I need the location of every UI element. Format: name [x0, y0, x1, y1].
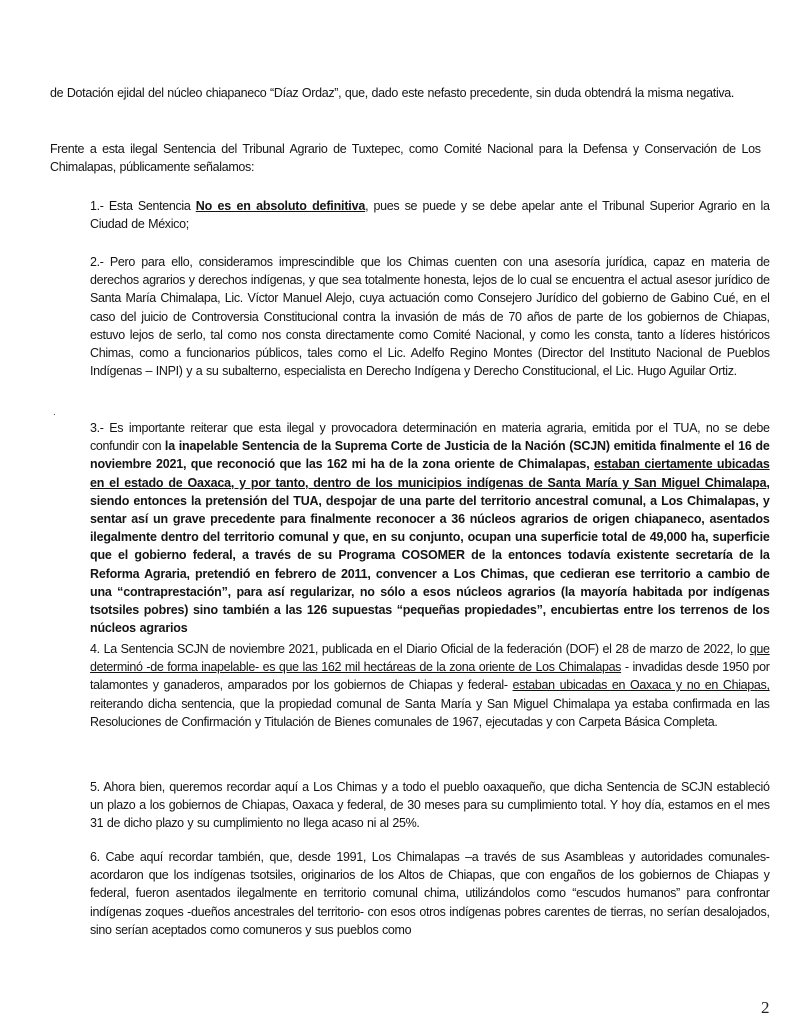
intro-paragraph-2: Frente a esta ilegal Sentencia del Tribunal Agrario de Tuxtepec, como Comité Nacional para la Defensa y Conservación de Los Chimalapas, públicamente señalamos: [50, 141, 761, 175]
point-1-emphasis: No es en absoluto definitiva [195, 198, 366, 213]
point-1-text-a: 1.- Esta Sentencia [90, 198, 196, 213]
point-3 [90, 419, 770, 637]
point-4-text-c: reiterando dicha sentencia, que la propiedad comunal de Santa María y San Miguel Chimalapa ya estaba confirmada en las Resoluciones de Confirmación y Titulación de Bienes comunales de 1967, ejecutadas y con Carpeta Básica Completa. [90, 695, 770, 729]
point-1 [90, 197, 770, 233]
point-4-text-a: 4. La Sentencia SCJN de noviembre 2021, publicada en el Diario Oficial de la federación (DOF) el 28 de marzo de 2022, lo [90, 641, 750, 656]
page-number: 2 [761, 998, 770, 1017]
intro-paragraph-1: de Dotación ejidal del núcleo chiapaneco “Díaz Ordaz”, que, dado este nefasto precedente, sin duda obtendrá la misma negativa. [50, 85, 735, 100]
point-1-text-c: , pues se puede y se debe apelar ante el Tribunal Superior Agrario en la Ciudad de México; [90, 198, 770, 232]
point-4 [90, 640, 770, 731]
point-4-underlined-2: estaban ubicadas en Oaxaca y no en Chiapas, [512, 677, 770, 693]
point-3-bold-a: la inapelable Sentencia de la Suprema Corte de Justicia de la Nación (SCJN) emitida finalmente el 16 de noviembre 2021, que reconoció que las 162 mi ha de la zona oriente de Chimalapas, [90, 438, 770, 472]
point-3-bold-c: , siendo entonces la pretensión del TUA, despojar de una parte del territorio ancestral comunal, a Los Chimalapas, y sentar así un grave precedente para finalmente reconocer a 36 núcleos agrarios de origen chiapaneco, asentados ilegalmente dentro del territorio comunal y que, en su conjunto, ocupan una superficie total de 49,000 ha, superficie que el gobierno federal, a través de su Programa COSOMER de la entonces todavía existente secretaría de la Reforma Agraria, pretendió en febrero de 2011, convencer a Los Chimas, que cedieran ese territorio a cambio de una “contraprestación”, para así regularizar, no sólo a esos núcleos agrarios (la mayoría habitada por indígenas tsotsiles pobres) sino también a las 126 supuestas “pequeñas propiedades”, encubiertas entre los terrenos de los núcleos agrarios [90, 474, 770, 636]
point-4-underlined-1: que determinó -de forma inapelable- es que las 162 mil hectáreas de la zona oriente de Los Chimalapas [90, 641, 770, 675]
point-2: 2.- Pero para ello, consideramos imprescindible que los Chimas cuenten con una asesoría jurídica, capaz en materia de derechos agrarios y derechos indígenas, y que sea totalmente honesta, lejos de lo cual se encuentra el actual asesor jurídico de Santa María Chimalapa, Lic. Víctor Manuel Alejo, cuya actuación como Consejero Jurídico del gobierno de Gabino Cué, en el caso del juicio de Controversia Constitucional contra la invasión de más de 70 años de parte de los gobiernos de Chiapas, estuvo lejos de serlo, tal como nos consta directamente como Comité Nacional, y como les consta, tanto a líderes históricos Chimas, como a funcionarios públicos, tales como el Lic. Adelfo Regino Montes (Director del Instituto Nacional de Pueblos Indígenas – INPI) y a su subalterno, especialista en Derecho Indígena y Derecho Constitucional, el Lic. Hugo Aguilar Ortiz. [90, 254, 770, 379]
point-3-bold-underlined: estaban ciertamente ubicadas en el estado de Oaxaca, y por tanto, dentro de los municipios indígenas de Santa María y San Miguel Chimalapa [90, 456, 770, 490]
point-4-text-b: - invadidas desde 1950 por talamontes y ganaderos, amparados por los gobiernos de Chiapas y federal- [90, 659, 770, 693]
point-6: 6. Cabe aquí recordar también, que, desde 1991, Los Chimalapas –a través de sus Asambleas y autoridades comunales- acordaron que los indígenas tsotsiles, originarios de los Altos de Chiapas, que con engaños de los gobiernos de Chiapas y federal, fueron asentados ilegalmente en territorio comunal chima, utilizándolos como “escudos humanos” para confrontar indígenas zoques -dueños ancestrales del territorio- con esos otros indígenas pobres carentes de tierras, no serían desalojados, sino serían aceptados como comuneros y sus pueblos como [90, 849, 770, 937]
stray-mark: . [53, 407, 56, 418]
point-3-text-a: 3.- Es importante reiterar que esta ilegal y provocadora determinación en materia agraria, emitida por el TUA, no se debe confundir con [90, 420, 770, 454]
point-5: 5. Ahora bien, queremos recordar aquí a Los Chimas y a todo el pueblo oaxaqueño, que dicha Sentencia de SCJN estableció un plazo a los gobiernos de Chiapas, Oaxaca y federal, de 30 meses para su cumplimiento total. Y hoy día, estamos en el mes 31 de dicho plazo y su cumplimiento no llega acaso ni al 25%. [90, 779, 770, 831]
